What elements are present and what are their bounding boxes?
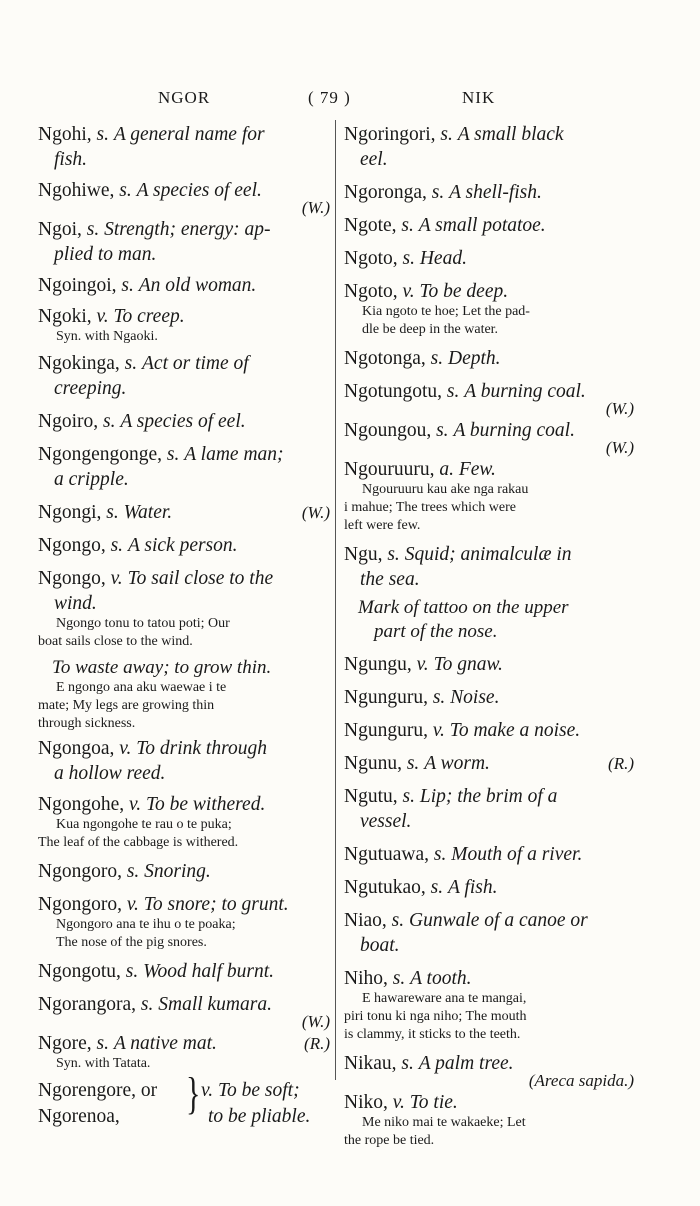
headword: Niko,: [344, 1092, 388, 1113]
part-of-speech: s.: [440, 124, 453, 145]
headword: Ngote,: [344, 215, 397, 236]
part-of-speech: s.: [106, 502, 119, 523]
column-divider: [335, 120, 336, 1080]
headword: Ngongoro,: [38, 861, 122, 882]
definition: A small potatoe.: [418, 215, 546, 236]
source-tag: (R.): [304, 1034, 330, 1053]
example-line: Ngouruuru kau ake nga rakau: [362, 482, 529, 497]
definition-continued: fish.: [54, 149, 88, 170]
definition: A fish.: [448, 877, 498, 898]
definition: To make a noise.: [449, 720, 581, 741]
sense-definition-continued: part of the nose.: [374, 621, 498, 642]
entry-ngunu: [344, 751, 634, 776]
definition: Snoring.: [144, 861, 211, 882]
entry-ngoki: [38, 304, 330, 345]
part-of-speech: s.: [140, 994, 154, 1015]
definition: Lip; the brim of a: [419, 786, 558, 807]
definition: To sail close to the: [127, 568, 274, 589]
part-of-speech: s.: [124, 353, 138, 374]
entry-ngohi: [38, 122, 330, 172]
part-of-speech: s.: [96, 124, 109, 145]
part-of-speech: v.: [96, 306, 109, 327]
part-of-speech: s.: [119, 180, 132, 201]
entry-niho: [344, 966, 634, 1043]
headword: Ngore,: [38, 1033, 92, 1054]
definition: Noise.: [450, 687, 500, 708]
definition: A burning coal.: [464, 381, 586, 402]
part-of-speech: s.: [436, 420, 449, 441]
headword: Ngongo,: [38, 568, 106, 589]
headword: Ngunu,: [344, 753, 402, 774]
definition: Squid; animalculæ in: [404, 544, 572, 565]
entry-ngore: [38, 1031, 330, 1072]
entry-ngongohe: [38, 792, 330, 851]
source-tag: (W.): [301, 1012, 330, 1031]
definition: Act or time of: [142, 353, 249, 374]
headword: Ngoi,: [38, 219, 82, 240]
source-tag: (R.): [608, 754, 634, 773]
definition: Gunwale of a canoe or: [409, 910, 588, 931]
entry-ngutu: [344, 784, 634, 834]
headword: Ngongoa,: [38, 738, 115, 759]
part-of-speech: s.: [126, 861, 140, 882]
headword: Ngu,: [344, 544, 383, 565]
entry-ngotonga: [344, 346, 634, 371]
headword: Ngongohe,: [38, 794, 125, 815]
part-of-speech: s.: [401, 215, 414, 236]
entry-ngoringori: [344, 122, 634, 172]
definition: A palm tree.: [418, 1053, 514, 1074]
definition: A sick person.: [127, 535, 238, 556]
definition: To creep.: [113, 306, 185, 327]
sense-definition: Mark of tattoo on the upper: [358, 597, 569, 618]
headword: Ngongotu,: [38, 961, 121, 982]
header-right-guideword: NIK: [462, 88, 496, 107]
headword: Ngoto,: [344, 248, 398, 269]
part-of-speech: s.: [96, 1033, 109, 1054]
entry-ngunguru-v: [344, 718, 634, 743]
example-line: boat sails close to the wind.: [38, 634, 193, 649]
source-tag: (W.): [605, 438, 634, 457]
entry-ngongi: [38, 500, 330, 525]
entry-ngu: [344, 542, 634, 592]
definition-continued: eel.: [360, 149, 388, 170]
part-of-speech: s.: [387, 544, 400, 565]
headword: Ngoingoi,: [38, 275, 117, 296]
definition: Strength; energy: ap-: [104, 219, 271, 240]
headword: Ngunguru,: [344, 687, 428, 708]
source-tag: (W.): [605, 399, 634, 418]
part-of-speech: s.: [430, 348, 444, 369]
definition: A shell-fish.: [449, 182, 542, 203]
example-line: mate; My legs are growing thin: [38, 698, 215, 713]
headword: Ngorengore, or: [38, 1080, 158, 1101]
entry-ngoronga: [344, 180, 634, 205]
part-of-speech: s.: [401, 1053, 414, 1074]
example-line: i mahue; The trees which were: [344, 500, 516, 515]
definition: A tooth.: [410, 968, 472, 989]
synonym-note: Syn. with Tatata.: [56, 1056, 151, 1071]
definition: Few.: [458, 459, 496, 480]
part-of-speech: s.: [446, 381, 460, 402]
entry-ngohiwe: [38, 178, 330, 217]
definition: A species of eel.: [136, 180, 262, 201]
definition: To drink through: [136, 738, 267, 759]
headword: Ngorenoa,: [38, 1106, 120, 1127]
definition: To be withered.: [145, 794, 266, 815]
brace-glyph: }: [186, 1069, 201, 1119]
headword: Ngoungou,: [344, 420, 432, 441]
part-of-speech: v.: [126, 894, 139, 915]
example-line: left were few.: [344, 518, 421, 533]
example-line: The nose of the pig snores.: [56, 935, 207, 950]
part-of-speech: s.: [110, 535, 124, 556]
scientific-name: (Areca sapida.): [528, 1071, 634, 1090]
entry-ngokinga: [38, 351, 330, 401]
example-line: the rope be tied.: [344, 1133, 435, 1148]
definition: Mouth of a river.: [451, 844, 583, 865]
headword: Ngohi,: [38, 124, 92, 145]
source-tag: (W.): [301, 503, 330, 522]
part-of-speech: v.: [110, 568, 123, 589]
headword: Ngongi,: [38, 502, 102, 523]
example-line: The leaf of the cabbage is withered.: [38, 835, 239, 850]
part-of-speech: s.: [432, 687, 446, 708]
entry-ngongotu: [38, 959, 330, 984]
entry-ngoi: [38, 217, 330, 267]
headword: Ngoki,: [38, 306, 92, 327]
definition-continued: plied to man.: [54, 244, 157, 265]
definition: A worm.: [424, 753, 490, 774]
definition: A small black: [457, 124, 564, 145]
headword: Ngutukao,: [344, 877, 426, 898]
headword: Ngotonga,: [344, 348, 426, 369]
definition: To be deep.: [419, 281, 509, 302]
definition: Head.: [419, 248, 467, 269]
definition-continued: a cripple.: [54, 469, 129, 490]
headword: Ngorangora,: [38, 994, 137, 1015]
part-of-speech: s.: [406, 753, 420, 774]
part-of-speech: v.: [392, 1092, 405, 1113]
entry-ngu-sense2: [344, 596, 634, 644]
example-line: piri tonu ki nga niho; The mouth: [344, 1009, 527, 1024]
example-line: through sickness.: [38, 716, 136, 731]
entry-ngouruuru: [344, 457, 634, 534]
entry-ngote: [344, 213, 634, 238]
headword: Ngongo,: [38, 535, 106, 556]
definition: A burning coal.: [453, 420, 575, 441]
part-of-speech: v.: [119, 738, 132, 759]
part-of-speech: s.: [392, 968, 406, 989]
part-of-speech: s.: [391, 910, 405, 931]
part-of-speech: v.: [129, 794, 142, 815]
definition-continued: vessel.: [360, 811, 412, 832]
definition: An old woman.: [138, 275, 257, 296]
headword: Ngohiwe,: [38, 180, 115, 201]
headword: Ngoronga,: [344, 182, 427, 203]
headword: Ngutuawa,: [344, 844, 430, 865]
entry-ngungu: [344, 652, 634, 677]
entry-nikau: [344, 1051, 634, 1090]
entry-niko: [344, 1090, 634, 1149]
entry-ngotungotu: [344, 379, 634, 418]
headword: Ngouruuru,: [344, 459, 435, 480]
entry-ngongoa: [38, 736, 330, 786]
definition: A native mat.: [113, 1033, 217, 1054]
part-of-speech: s.: [86, 219, 100, 240]
headword: Ngongoro,: [38, 894, 122, 915]
headword: Niho,: [344, 968, 388, 989]
definition: To gnaw.: [433, 654, 503, 675]
example-line: Ngongo tonu to tatou poti; Our: [56, 616, 230, 631]
part-of-speech: s.: [433, 844, 447, 865]
entry-ngutuawa: [344, 842, 634, 867]
example-line: is clammy, it sticks to the teeth.: [344, 1027, 521, 1042]
entry-ngutukao: [344, 875, 634, 900]
right-column: [344, 122, 634, 1151]
page-number: ( 79 ): [308, 88, 351, 107]
part-of-speech: v.: [432, 720, 445, 741]
headword: Ngungu,: [344, 654, 412, 675]
headword: Ngongengonge,: [38, 444, 163, 465]
entry-ngongo-sail: [38, 566, 330, 650]
headword: Ngokinga,: [38, 353, 120, 374]
part-of-speech: s.: [166, 444, 180, 465]
part-of-speech: v.: [416, 654, 429, 675]
part-of-speech: s.: [402, 786, 415, 807]
entry-ngoungou: [344, 418, 634, 457]
entry-ngoingoi: [38, 273, 330, 298]
page-header: [0, 84, 700, 114]
part-of-speech: s.: [431, 182, 445, 203]
headword: Ngutu,: [344, 786, 398, 807]
part-of-speech: s.: [121, 275, 134, 296]
definition: To snore; to grunt.: [143, 894, 289, 915]
entry-ngoto-s: [344, 246, 634, 271]
definition-continued: boat.: [360, 935, 400, 956]
part-of-speech: s.: [430, 877, 444, 898]
example-line: E hawareware ana te mangai,: [362, 991, 527, 1006]
headword: Niao,: [344, 910, 387, 931]
definition: Water.: [123, 502, 173, 523]
entry-ngoto-v: [344, 279, 634, 338]
definition: Wood half burnt.: [143, 961, 275, 982]
definition: To tie.: [409, 1092, 458, 1113]
part-of-speech: v.: [402, 281, 415, 302]
entry-ngongo-sick: [38, 533, 330, 558]
headword: Ngoiro,: [38, 411, 99, 432]
definition: v. To be soft;: [201, 1080, 300, 1101]
definition-continued: wind.: [54, 593, 97, 614]
definition-continued: a hollow reed.: [54, 763, 166, 784]
entry-ngunguru-s: [344, 685, 634, 710]
entry-ngongengonge: [38, 442, 330, 492]
definition: Small kumara.: [158, 994, 272, 1015]
example-line: Kia ngoto te hoe; Let the pad-: [362, 304, 530, 319]
entry-ngorangora: [38, 992, 330, 1031]
headword: Ngunguru,: [344, 720, 428, 741]
entry-ngongoro-s: [38, 859, 330, 884]
headword: Ngotungotu,: [344, 381, 443, 402]
source-tag: (W.): [301, 198, 330, 217]
part-of-speech: s.: [103, 411, 116, 432]
entry-ngorengore-ngorenoa: [38, 1069, 330, 1132]
part-of-speech: a.: [439, 459, 454, 480]
definition-continued: the sea.: [360, 569, 420, 590]
left-column: [38, 122, 330, 1132]
entry-ngongo-waste: [38, 656, 330, 732]
header-left-guideword: NGOR: [158, 88, 211, 107]
example-line: dle be deep in the water.: [362, 322, 499, 337]
example-line: Kua ngongohe te rau o te puka;: [56, 817, 232, 832]
entry-ngoiro: [38, 409, 330, 434]
definition: Depth.: [448, 348, 501, 369]
definition: A general name for: [113, 124, 265, 145]
definition: A lame man;: [184, 444, 284, 465]
part-of-speech: s.: [125, 961, 139, 982]
definition: A species of eel.: [120, 411, 246, 432]
sense-definition: To waste away; to grow thin.: [52, 657, 272, 678]
headword: Ngoringori,: [344, 124, 436, 145]
definition-continued: to be pliable.: [208, 1106, 311, 1127]
synonym-note: Syn. with Ngaoki.: [56, 329, 158, 344]
example-line: Me niko mai te wakaeke; Let: [362, 1115, 526, 1130]
headword: Nikau,: [344, 1053, 397, 1074]
example-line: Ngongoro ana te ihu o te poaka;: [56, 917, 236, 932]
definition-continued: creeping.: [54, 378, 127, 399]
entry-ngongoro-v: [38, 892, 330, 951]
part-of-speech: s.: [402, 248, 415, 269]
headword: Ngoto,: [344, 281, 398, 302]
entry-niao: [344, 908, 634, 958]
example-line: E ngongo ana aku waewae i te: [56, 680, 227, 695]
